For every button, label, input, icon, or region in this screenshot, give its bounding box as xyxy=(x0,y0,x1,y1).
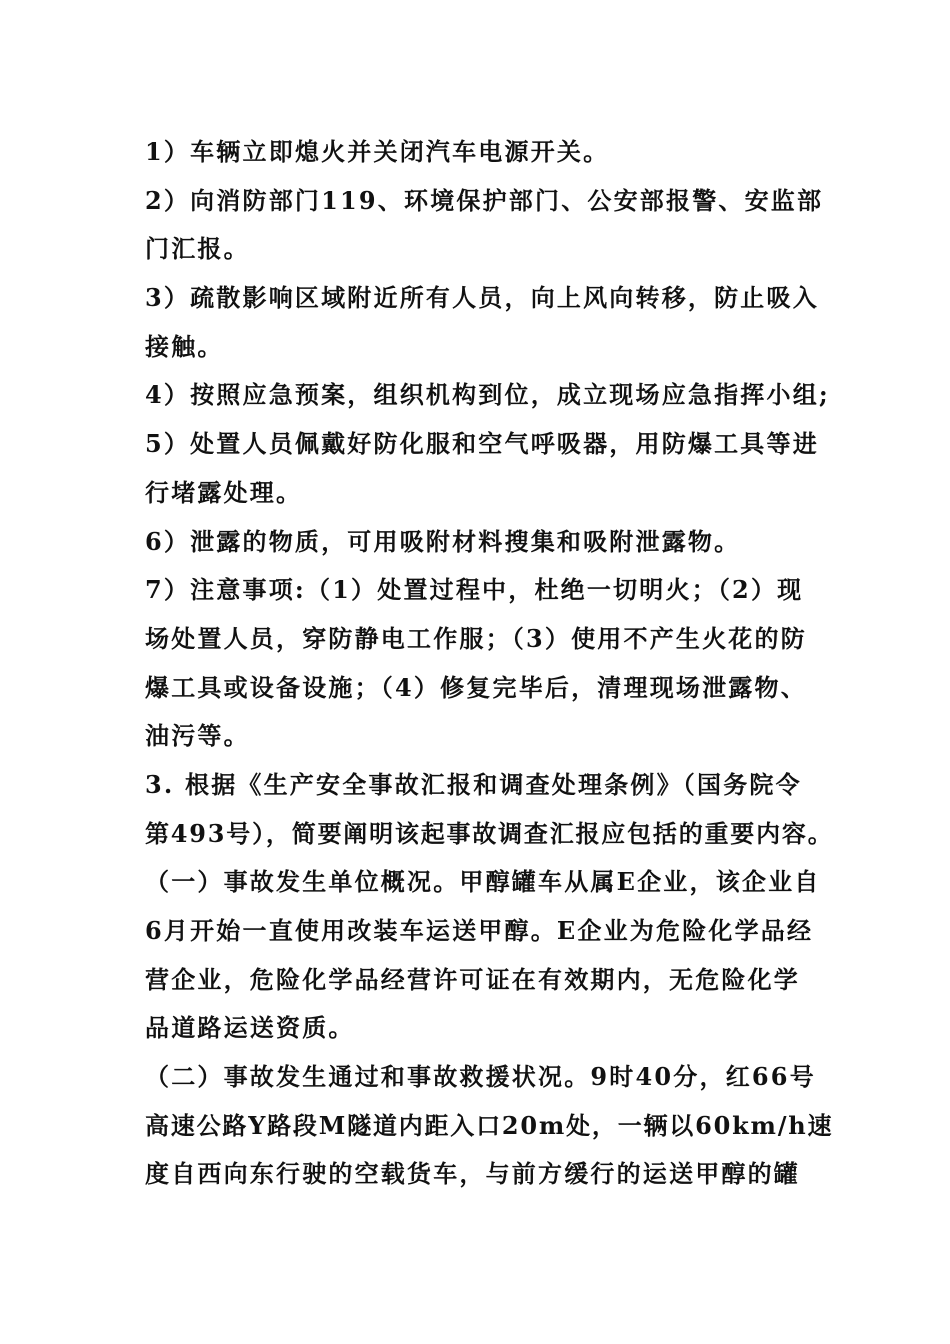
text-line: （一）事故发生单位概况。甲醇罐车从属E企业，该企业自 xyxy=(145,867,821,897)
text-line: 第493号），简要阐明该起事故调查汇报应包括的重要内容。 xyxy=(145,818,834,848)
text-line: 5）处置人员佩戴好防化服和空气呼吸器，用防爆工具等进 xyxy=(145,429,819,459)
text-line: 爆工具或设备设施；（4）修复完毕后，清理现场泄露物、 xyxy=(145,672,807,702)
text-line: 接触。 xyxy=(145,331,224,361)
text-line: 行堵露处理。 xyxy=(145,477,303,507)
text-line: （二）事故发生通过和事故救援状况。9时40分，红66号 xyxy=(145,1062,816,1092)
text-line: 7）注意事项:（1）处置过程中，杜绝一切明火；（2）现 xyxy=(145,575,804,605)
text-line: 营企业，危险化学品经营许可证在有效期内，无危险化学 xyxy=(145,964,800,994)
text-line: 高速公路Y路段M隧道内距入口20m处，一辆以60km/h速 xyxy=(145,1110,834,1140)
document-body xyxy=(145,128,835,1199)
text-line: 3. 根据《生产安全事故汇报和调查处理条例》（国务院令 xyxy=(145,769,802,799)
text-line: 6）泄露的物质，可用吸附材料搜集和吸附泄露物。 xyxy=(145,526,741,556)
text-line: 场处置人员，穿防静电工作服；（3）使用不产生火花的防 xyxy=(145,623,807,653)
text-line: 度自西向东行驶的空载货车，与前方缓行的运送甲醇的罐 xyxy=(145,1159,800,1189)
text-line: 油污等。 xyxy=(145,721,250,751)
text-line: 6月开始一直使用改装车运送甲醇。E企业为危险化学品经 xyxy=(145,916,814,945)
text-line: 4）按照应急预案，组织机构到位，成立现场应急指挥小组; xyxy=(145,380,830,410)
text-line: 品道路运送资质。 xyxy=(145,1013,355,1043)
text-line: 3）疏散影响区域附近所有人员，向上风向转移，防止吸入 xyxy=(145,283,819,313)
text-line: 门汇报。 xyxy=(145,234,250,264)
text-line: 1）车辆立即熄火并关闭汽车电源开关。 xyxy=(145,137,610,166)
text-line: 2）向消防部门119、环境保护部门、公安部报警、安监部 xyxy=(145,185,824,215)
